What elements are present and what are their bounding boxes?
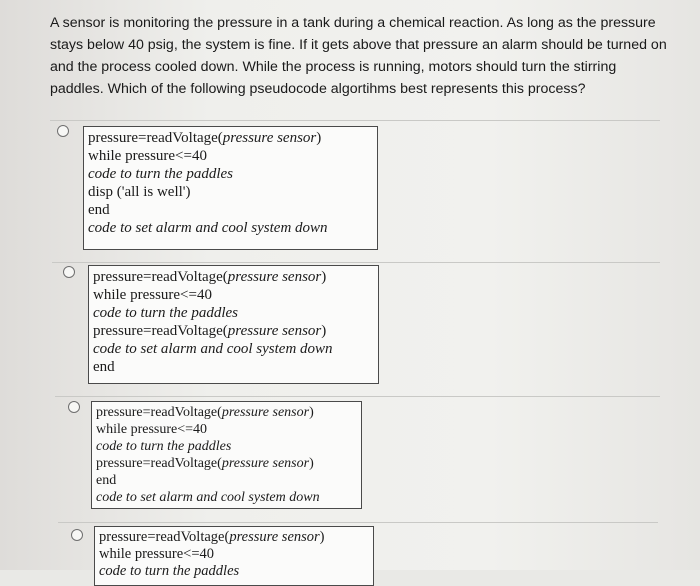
option-divider	[55, 396, 660, 397]
code-line: pressure=readVoltage(pressure sensor)	[96, 405, 314, 420]
code-line: end	[88, 202, 110, 218]
code-line: code to set alarm and cool system down	[93, 341, 333, 357]
code-line: end	[96, 473, 117, 488]
code-line: pressure=readVoltage(pressure sensor)	[99, 529, 325, 545]
option-c-code[interactable]	[91, 401, 362, 509]
code-line: pressure=readVoltage(pressure sensor)	[88, 130, 322, 146]
code-line: pressure=readVoltage(pressure sensor)	[93, 269, 327, 285]
option-b-code[interactable]	[88, 265, 379, 384]
code-line: code to turn the paddles	[99, 563, 240, 579]
code-line: code to turn the paddles	[93, 305, 238, 321]
option-c-radio[interactable]	[68, 401, 80, 413]
option-divider	[50, 120, 660, 121]
code-line: pressure=readVoltage(pressure sensor)	[96, 456, 314, 471]
code-line: while pressure<=40	[96, 422, 208, 437]
option-a-radio[interactable]	[57, 125, 69, 137]
option-divider	[58, 522, 658, 523]
question-text: A sensor is monitoring the pressure in a tank during a chemical reaction. As long as the pressure stays below 40 psig, the system is fine. If it gets above that pressure an alarm should be turned on and the process cooled down. While the process is running, motors should turn the stirring paddles. Which of the following pseudocode algortihms best represents this process?	[50, 15, 667, 97]
code-line: while pressure<=40	[88, 148, 207, 164]
option-a-code[interactable]	[83, 126, 378, 250]
option-b-radio[interactable]	[63, 266, 75, 278]
code-line: pressure=readVoltage(pressure sensor)	[93, 323, 327, 339]
code-line: code to set alarm and cool system down	[88, 220, 328, 236]
code-line: while pressure<=40	[99, 546, 215, 562]
option-d-code[interactable]	[94, 526, 374, 586]
code-line: code to turn the paddles	[96, 439, 232, 454]
code-line: code to turn the paddles	[88, 166, 233, 182]
option-d-radio[interactable]	[71, 529, 83, 541]
code-line: disp ('all is well')	[88, 184, 191, 200]
code-line: while pressure<=40	[93, 287, 212, 303]
option-divider	[52, 262, 660, 263]
code-line: end	[93, 359, 115, 375]
code-line: code to set alarm and cool system down	[96, 490, 320, 505]
